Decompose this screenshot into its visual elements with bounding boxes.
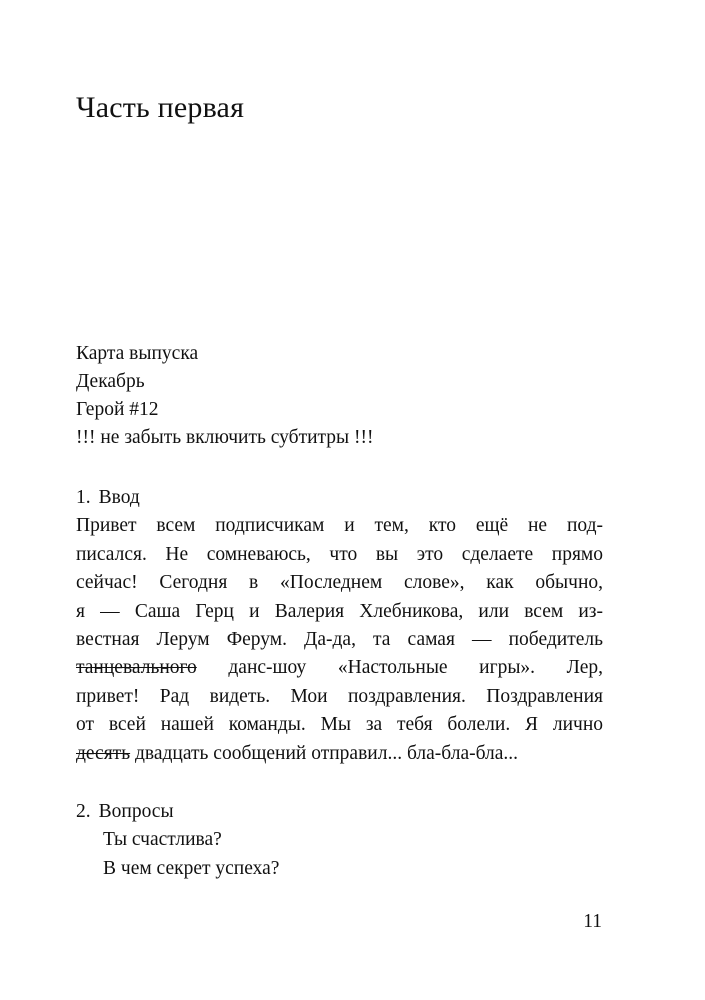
paragraph-line: Привет всем подписчикам и тем, кто ещё не под- — [76, 515, 603, 537]
paragraph-line: я — Саша Герц и Валерия Хлебникова, или всем из- — [76, 600, 603, 622]
section-intro — [76, 484, 603, 768]
meta-line-episode-map: Карта выпуска — [76, 343, 199, 364]
meta-line-subtitles-note: !!! не забыть включить субтитры !!! — [76, 427, 374, 448]
section-heading-intro — [76, 484, 603, 512]
intro-paragraph — [76, 512, 603, 768]
page-number: 11 — [583, 911, 602, 932]
episode-meta — [76, 340, 616, 452]
struck-word: десять — [76, 742, 131, 764]
section-number: 1. — [76, 487, 91, 508]
line-rest: данс-шоу «Настольные игры». Лер, — [196, 657, 603, 679]
section-title: Вопросы — [98, 801, 174, 822]
paragraph-line: писался. Не сомневаюсь, что вы это сделаете прямо — [76, 543, 603, 565]
line-rest: двадцать сообщений отправил... бла-бла-бла... — [130, 742, 519, 764]
meta-line-month: Декабрь — [76, 371, 145, 392]
part-title: Часть первая — [76, 91, 245, 124]
paragraph-line: привет! Рад видеть. Мои поздравления. Поздравления — [76, 685, 603, 707]
section-heading-questions — [76, 798, 603, 826]
section-number: 2. — [76, 801, 91, 822]
paragraph-line: от всей нашей команды. Мы за тебя болели. Я лично — [76, 714, 603, 736]
paragraph-line — [76, 740, 603, 768]
meta-line-hero: Герой #12 — [76, 399, 159, 420]
question-item: Ты счастлива? — [103, 829, 222, 851]
paragraph-line: сейчас! Сегодня в «Последнем слове», как обычно, — [76, 572, 603, 594]
paragraph-line — [76, 654, 603, 682]
section-questions — [76, 798, 603, 883]
question-item: В чем секрет успеха? — [103, 857, 280, 879]
paragraph-line: вестная Лерум Ферум. Да-да, та самая — победитель — [76, 629, 603, 651]
section-title: Ввод — [98, 487, 140, 508]
struck-word: танцевального — [76, 657, 197, 679]
